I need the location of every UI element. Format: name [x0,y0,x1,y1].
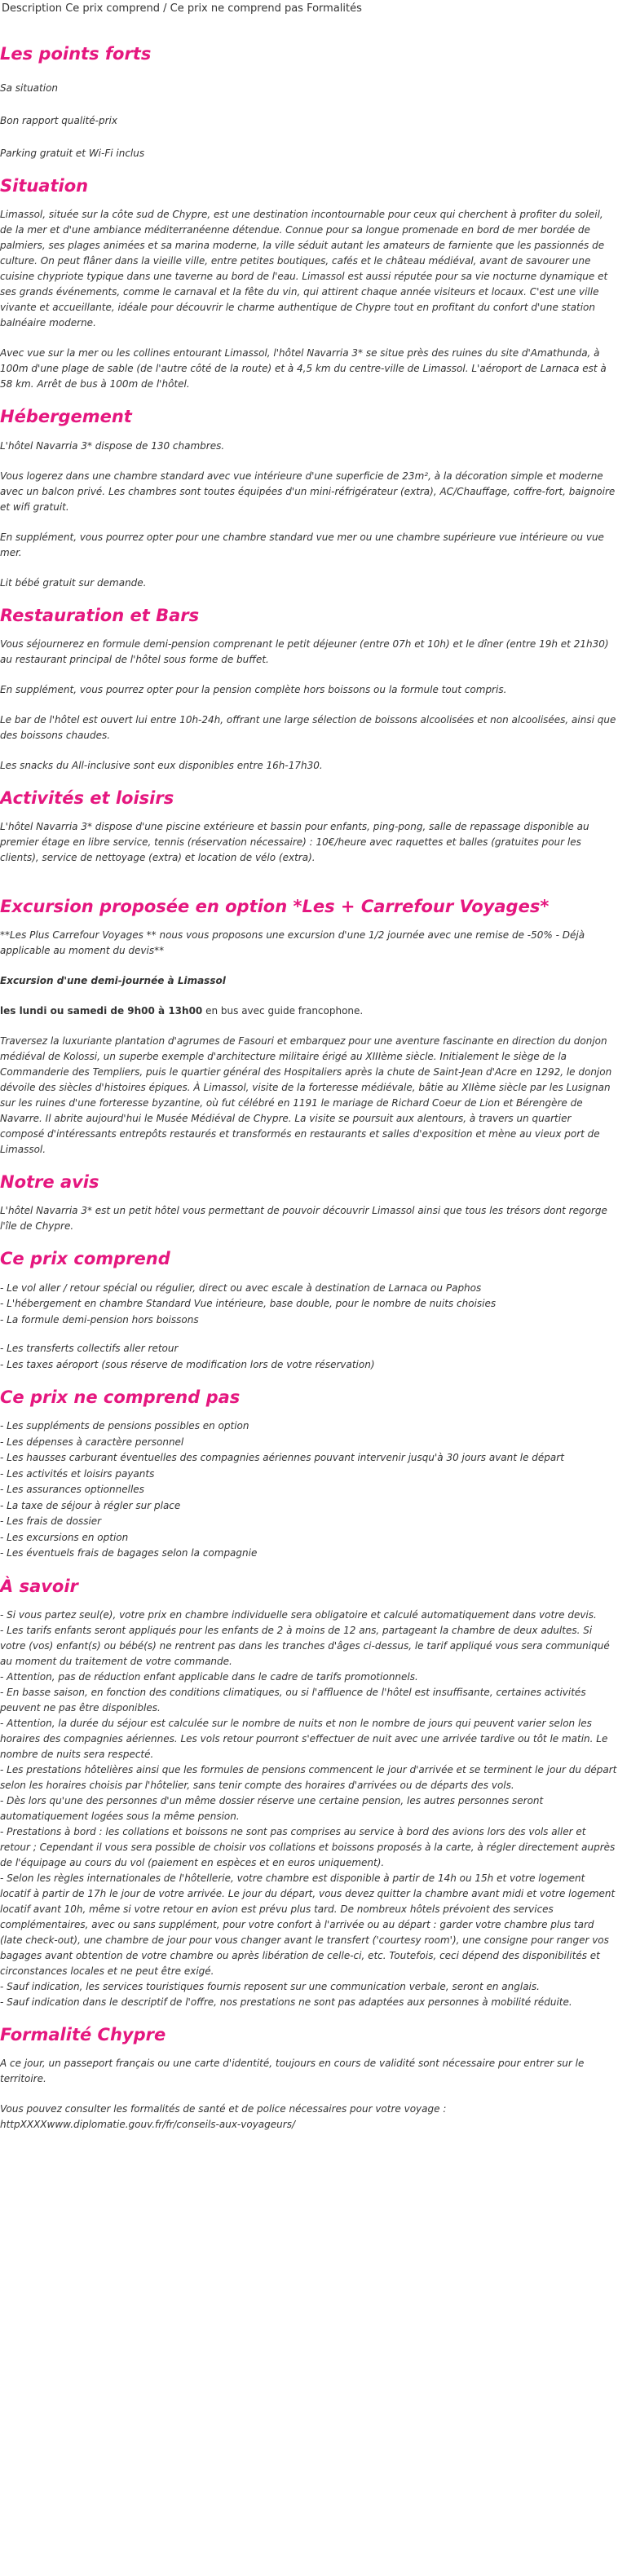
tab-formalites[interactable]: Formalités [307,2,362,15]
excursion-title: Excursion proposée en option *Les + Carrefour Voyages* [0,896,550,916]
formalite-title: Formalité Chypre [0,2024,166,2044]
excursion-paragraph: Traversez la luxuriante plantation d'agrumes de Fasouri et embarquez pour une aventure fascinante en direction du donjon médiéval de Kolossi, un superbe exemple d'architecture militaire érigé au XIIIème siècle. Initialement le siège de la Commanderie des Templiers, puis le quartier général des Hospitaliers après la chute de Saint-Jean d'Acre en 1292, le donjon dévoile des siècles d'histoires épiques. À Limassol, visite de la forteresse médiévale, bâtie au XIIème siècle par les Lusignan sur les ruines d'une forteresse byzantine, où fut célébré en 1191 le mariage de Richard Coeur de Lion et Bérengère de Navarre. Il abrite aujourd'hui le Musée Médiéval de Chypre. La visite se poursuit aux alentours, à travers un quartier composé d'intéressants entrepôts restaurés et transformés en restaurants et salles d'exposition et mène au vieux port de Limassol. [0,1035,612,1156]
section-formalite [0,2025,618,2133]
prix-comprend-list [0,1341,618,1373]
prix-comprend-list [0,1281,618,1329]
section-prix-ne-comprend [0,1387,618,1562]
tab-description[interactable]: Description [2,2,63,15]
situation-paragraph: Avec vue sur la mer ou les collines entourant Limassol, l'hôtel Navarria 3* se situe près des ruines du site d'Amathunda, à 100m d'une plage de sable (de l'autre côté de la route) et à 4,5 km du centre-ville de Limassol. L'aéroport de Larnaca est à 58 km. Arrêt de bus à 100m de l'hôtel. [0,347,607,390]
hebergement-title: Hébergement [0,407,132,427]
activites-paragraph: L'hôtel Navarria 3* dispose d'une piscine extérieure et bassin pour enfants, ping-pong, salle de repassage disponible au premier étage en libre service, tennis (réservation nécessaire) : 10€/heure avec raquettes et balles (gratuites pour les clients), service de nettoyage (extra) et location de vélo (extra). [0,820,589,863]
section-activites [0,788,618,866]
restauration-paragraph: Le bar de l'hôtel est ouvert lui entre 10h-24h, offrant une large sélection de boissons alcoolisées et non alcoolisées, ainsi que des boissons chaudes. [0,713,616,741]
list-item: - Le vol aller / retour spécial ou régulier, direct ou avec escale à destination de Larnaca ou Paphos [0,1281,482,1294]
list-item: - Les éventuels frais de bagages selon la compagnie [0,1547,258,1559]
list-item: - Les excursions en option [0,1531,129,1543]
tab-bar [0,3,618,20]
points-forts-item: Bon rapport qualité-prix [0,115,117,127]
hebergement-paragraph: Vous logerez dans une chambre standard avec vue intérieure d'une superficie de 23m², à la décoration simple et moderne avec un balcon privé. Les chambres sont toutes équipées d'un mini-réfrigérateur (extra), AC/Chauffage, coffre-fort, baignoire et wifi gratuit. [0,470,616,513]
excursion-schedule-days: les lundi ou samedi de 9h00 à 13h00 [0,1005,203,1017]
restauration-title: Restauration et Bars [0,605,200,625]
situation-title: Situation [0,176,89,196]
section-excursion [0,897,618,1158]
prix-ne-comprend-list [0,1418,618,1562]
section-situation [0,176,618,392]
notre-avis-title: Notre avis [0,1172,99,1193]
list-item: - Les taxes aéroport (sous réserve de modification lors de votre réservation) [0,1358,375,1370]
excursion-schedule [0,1003,618,1019]
excursion-paragraph: **Les Plus Carrefour Voyages ** nous vous proposons une excursion d'une 1/2 journée avec une remise de -50% - Déjà applicable au moment du devis** [0,929,585,957]
formalite-link[interactable]: httpXXXXwww.diplomatie.gouv.fr/fr/conseils-aux-voyageurs/ [0,2119,295,2131]
section-hebergement [0,407,618,590]
excursion-subtitle: Excursion d'une demi-journée à Limassol [0,975,226,987]
activites-title: Activités et loisirs [0,787,174,808]
list-item: - Les transferts collectifs aller retour [0,1343,179,1354]
section-prix-comprend [0,1249,618,1373]
prix-comprend-title: Ce prix comprend [0,1249,170,1269]
situation-paragraph: Limassol, située sur la côte sud de Chypre, est une destination incontournable pour ceux qui cherchent à profiter du soleil, de la mer et d'une ambiance méditerranéenne détendue. Connue pour sa longue promenade en bord de mer bordée de palmiers, ses plages animées et sa marina moderne, la ville séduit autant les amateurs de farniente que les passionnés de culture. On peut flâner dans la vieille ville, entre petites boutiques, cafés et le château médiéval, avant de savourer une cuisine chypriote typique dans une taverne au bord de l'eau. Limassol est aussi réputée pour sa vie nocturne dynamique et ses grands événements, comme le carnaval et la fête du vin, qui attirent chaque année visiteurs et locaux. C'est une ville vivante et accueillante, idéale pour découvrir le charme authentique de Chypre tout en profitant du confort d'une station balnéaire moderne. [0,209,608,329]
prix-ne-comprend-title: Ce prix ne comprend pas [0,1387,241,1407]
list-item: - L'hébergement en chambre Standard Vue intérieure, base double, pour le nombre de nuits choisies [0,1298,497,1309]
formalite-paragraph: Vous pouvez consulter les formalités de santé et de police nécessaires pour votre voyage : [0,2103,447,2115]
section-restauration [0,606,618,774]
list-item: - Les assurances optionnelles [0,1484,144,1496]
section-notre-avis [0,1172,618,1234]
restauration-paragraph: Les snacks du All-inclusive sont eux disponibles entre 16h-17h30. [0,759,323,771]
list-item: - La taxe de séjour à régler sur place [0,1499,181,1511]
hebergement-paragraph: Lit bébé gratuit sur demande. [0,576,147,589]
hebergement-paragraph: L'hôtel Navarria 3* dispose de 130 chambres. [0,439,225,452]
list-item: - Les dépenses à caractère personnel [0,1436,184,1448]
points-forts-title: Les points forts [0,44,152,64]
section-a-savoir [0,1577,618,2010]
list-item: - Les frais de dossier [0,1515,102,1528]
restauration-paragraph: En supplément, vous pourrez opter pour la pension complète hors boissons ou la formule tout compris. [0,683,507,695]
points-forts-item: Parking gratuit et Wi-Fi inclus [0,148,145,160]
tab-prix[interactable]: Ce prix comprend / Ce prix ne comprend pas [65,2,303,15]
notre-avis-paragraph: L'hôtel Navarria 3* est un petit hôtel vous permettant de pouvoir découvrir Limassol ainsi que tous les trésors dont regorge l'île de Chypre. [0,1205,607,1233]
excursion-schedule-rest: en bus avec guide francophone. [202,1005,364,1017]
points-forts-item: Sa situation [0,82,59,95]
list-item: - Les activités et loisirs payants [0,1467,155,1480]
list-item: - La formule demi-pension hors boissons [0,1313,199,1325]
list-item: - Les hausses carburant éventuelles des compagnies aériennes pouvant intervenir jusqu'à 30 jours avant le départ [0,1452,564,1464]
a-savoir-text: - Si vous partez seul(e), votre prix en chambre individuelle sera obligatoire et calculé automatiquement dans votre devis. - Les tarifs enfants seront appliqués pour les enfants de 2 à moins de 12 ans, partageant la chambre de deux adultes. Si votre (vos) enfant(s) ou bébé(s) ne rentrent pas dans les tranches d'âges ci-dessus, le tarif appliqué vous sera communiqué au moment du traitement de votre commande. - Attention, pas de réduction enfant applicable dans le cadre de tarifs promotionnels. - En basse saison, en fonction des conditions climatiques, ou si l'affluence de l'hôtel est insuffisante, certaines activités peuvent ne pas être disponibles. - Attention, la durée du séjour est calculée sur le nombre de nuits et non le nombre de jours qui peuvent varier selon les horaires des compagnies aériennes. Les vols retour pourront s'effectuer de nuit avec une arrivée tardive ou tôt le matin. Le nombre de nuits sera respecté. - Les prestations hôtelières ainsi que les formules de pensions commencent le jour d'arrivée et se terminent le jour du départ selon les horaires choisis par l'hôtelier, sans tenir compte des horaires d'arrivées ou de départs des vols. - Dès lors qu'une des personnes d'un même dossier réserve une certaine pension, les autres personnes seront automatiquement logées sous la même pension. - Prestations à bord : les collations et boissons ne sont pas comprises au service à bord des avions lors des vols aller et retour ; Cependant il vous sera possible de choisir vos collations et boissons proposés à la carte, à régler directement auprès de l'équipage au cours du vol (paiement en espèces et en euros uniquement). - Selon les règles internationales de l'hôtellerie, votre chambre est disponible à partir de 14h ou 15h et votre logement locatif à partir de 17h le jour de votre arrivée. Le jour du départ, vous devez quitter la chambre avant midi et votre logement locatif avant 10h, même si votre retour en avion est prévu plus tard. De nombreux hôtels prévoient des services complémentaires, avec ou sans supplément, pour votre confort à l'arrivée ou au départ : garder votre chambre plus tard (late check-out), une chambre de jour pour vous changer avant le transfert ('courtesy room'), une consigne pour ranger vos bagages avant obtention de votre chambre ou après libération de celle-ci, etc. Toutefois, ceci dépend des disponibilités et circonstances locales et ne peut être exigé. - Sauf indication, les services touristiques fournis reposent sur une communication verbale, seront en anglais. - Sauf indication dans le descriptif de l'offre, nos prestations ne sont pas adaptées aux personnes à mobilité réduite. [0,1608,617,2008]
section-points-forts [0,44,618,161]
restauration-paragraph: Vous séjournerez en formule demi-pension comprenant le petit déjeuner (entre 07h et 10h) et le dîner (entre 19h et 21h30) au restaurant principal de l'hôtel sous forme de buffet. [0,637,609,665]
list-item: - Les suppléments de pensions possibles en option [0,1420,249,1432]
formalite-paragraph: A ce jour, un passeport français ou une carte d'identité, toujours en cours de validité sont nécessaire pour entrer sur le territoire. [0,2058,585,2085]
hebergement-paragraph: En supplément, vous pourrez opter pour une chambre standard vue mer ou une chambre supérieure vue intérieure ou vue mer. [0,531,604,558]
a-savoir-title: À savoir [0,1576,78,1596]
